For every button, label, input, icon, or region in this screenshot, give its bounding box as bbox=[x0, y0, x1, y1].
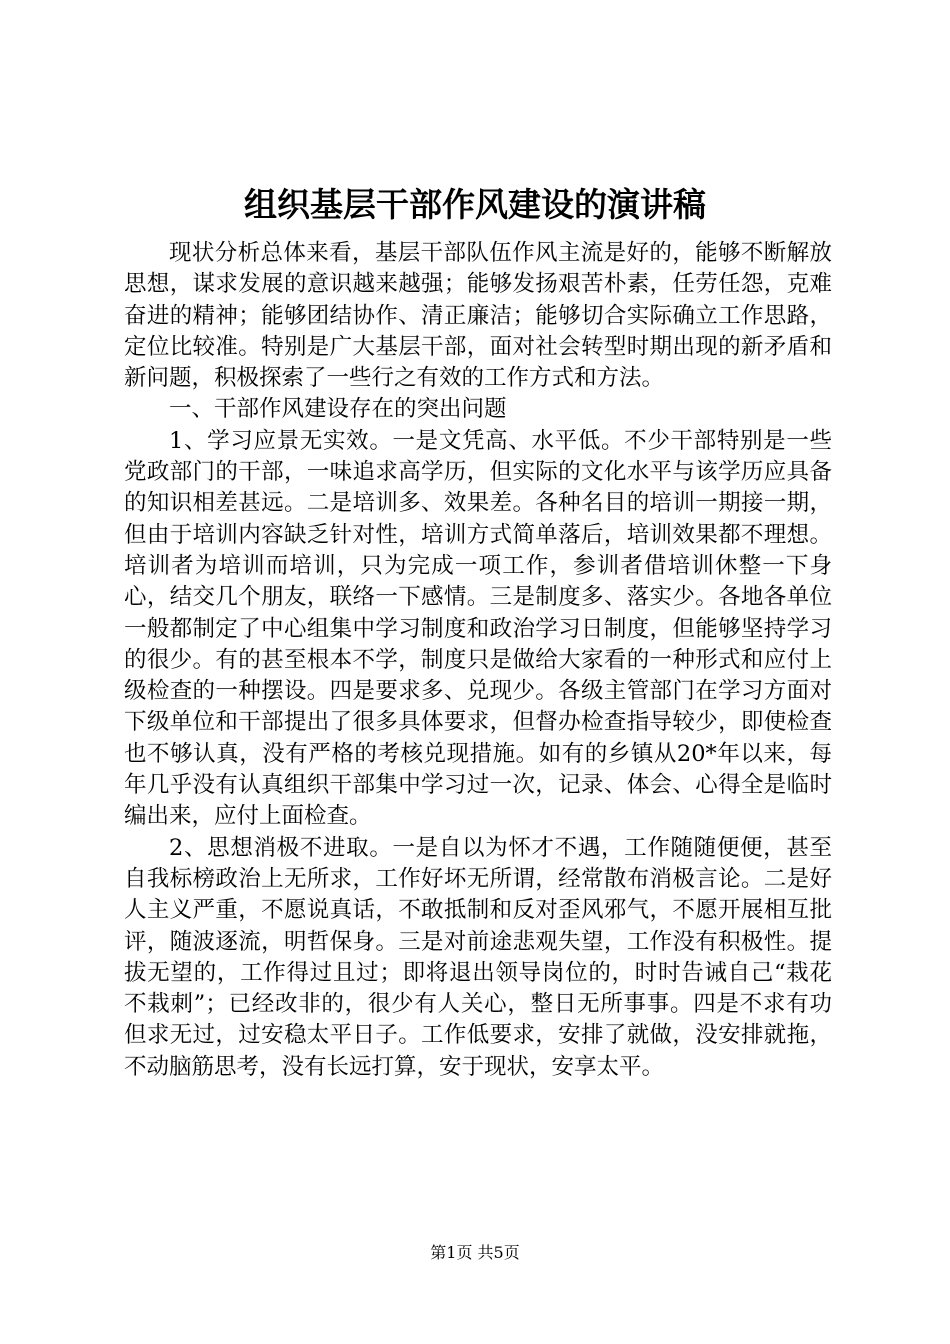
page-number-footer: 第1页 共5页 bbox=[430, 1243, 520, 1262]
paragraph-status-analysis: 现状分析总体来看，基层干部队伍作风主流是好的，能够不断解放思想，谋求发展的意识越来越强；能够发扬艰苦朴素，任劳任怨，克难奋进的精神；能够团结协作、清正廉洁；能够切合实际确立工作思路，定位比较准。特别是广大基层干部，面对社会转型时期出现的新矛盾和新问题，积极探索了一些行之有效的工作方式和方法。 bbox=[124, 240, 832, 392]
paragraph-study-issue: 1、学习应景无实效。一是文凭高、水平低。不少干部特别是一些党政部门的干部，一味追求高学历，但实际的文化水平与该学历应具备的知识相差甚远。二是培训多、效果差。各种名目的培训一期接一期，但由于培训内容缺乏针对性，培训方式简单落后，培训效果都不理想。培训者为培训而培训，只为完成一项工作，参训者借培训休整一下身心，结交几个朋友，联络一下感情。三是制度多、落实少。各地各单位一般都制定了中心组集中学习制度和政治学习日制度，但能够坚持学习的很少。有的甚至根本不学，制度只是做给大家看的一种形式和应付上级检查的一种摆设。四是要求多、兑现少。各级主管部门在学习方面对下级单位和干部提出了很多具体要求，但督办检查指导较少，即使检查也不够认真，没有严格的考核兑现措施。如有的乡镇从20*年以来，每年几乎没有认真组织干部集中学习过一次，记录、体会、心得全是临时编出来，应付上面检查。 bbox=[124, 427, 832, 830]
paragraph-thinking-issue: 2、思想消极不进取。一是自以为怀才不遇，工作随随便便，甚至自我标榜政治上无所求，工作好坏无所谓，经常散布消极言论。二是好人主义严重，不愿说真话，不敢抵制和反对歪风邪气，不愿开展相互批评，随波逐流，明哲保身。三是对前途悲观失望，工作没有积极性。提拔无望的，工作得过且过；即将退出领导岗位的，时时告诫自己“栽花不栽刺”；已经改非的，很少有人关心，整日无所事事。四是不求有功但求无过，过安稳太平日子。工作低要求，安排了就做，没安排就拖，不动脑筋思考，没有长远打算，安于现状，安享太平。 bbox=[124, 834, 832, 1080]
document-body bbox=[124, 238, 832, 1083]
section-heading-problems: 一、干部作风建设存在的突出问题 bbox=[169, 396, 507, 423]
document-title: 组织基层干部作风建设的演讲稿 bbox=[244, 185, 706, 224]
